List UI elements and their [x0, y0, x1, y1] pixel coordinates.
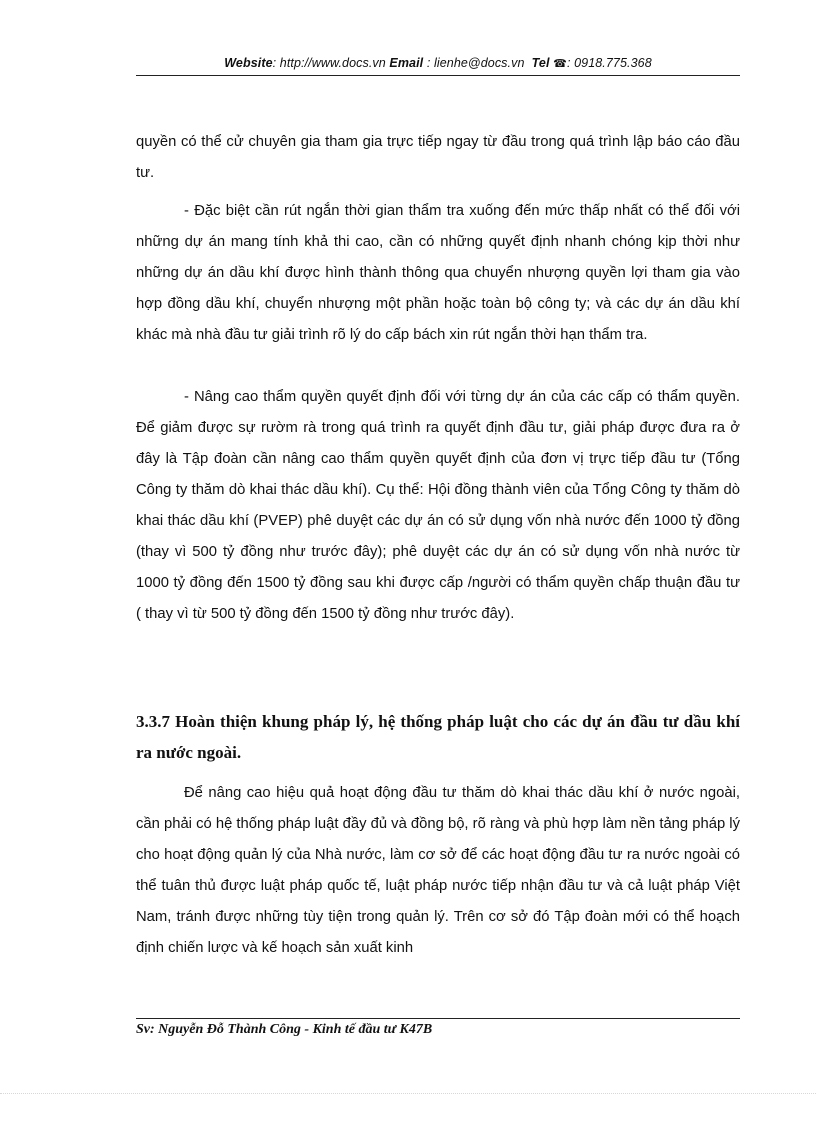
paragraph-3: - Nâng cao thẩm quyền quyết định đối với từng dự án của các cấp có thẩm quyền. Để giảm được sự rườm rà trong quá trình ra quyết định đầu tư, giải pháp được đưa ra ở đây là Tập đoàn cần nâng cao thẩm quyền quyết định của đơn vị trực tiếp đầu tư (Tổng Công ty thăm dò khai thác dầu khí). Cụ thể: Hội đồng thành viên của Tổng Công ty thăm dò khai thác dầu khí (PVEP) phê duyệt các dự án có sử dụng vốn nhà nước đến 1000 tỷ đồng (thay vì 500 tỷ đồng như trước đây); phê duyệt các dự án có sử dụng vốn nhà nước từ 1000 tỷ đồng đến 1500 tỷ đồng sau khi được cấp /người có thẩm quyền chấp thuận đầu tư ( thay vì từ 500 tỷ đồng đến 1500 tỷ đồng như trước đây).: [136, 389, 740, 622]
paragraph-block-2: [136, 196, 740, 351]
paragraph-2: - Đặc biệt cần rút ngắn thời gian thẩm tra xuống đến mức thấp nhất có thể đối với những dự án mang tính khả thi cao, cần có những quyết định nhanh chóng kịp thời như những dự án dầu khí được hình thành thông qua chuyển nhượng quyền lợi tham gia vào hợp đồng dầu khí, chuyển nhượng một phần hoặc toàn bộ công ty; và các dự án dầu khí khác mà nhà đầu tư giải trình rõ lý do cấp bách xin rút ngắn thời hạn thẩm tra.: [136, 203, 740, 343]
section-heading: 3.3.7 Hoàn thiện khung pháp lý, hệ thống pháp luật cho các dự án đầu tư dầu khí ra nước ngoài.: [136, 712, 740, 762]
header-divider: [136, 75, 740, 76]
email-value: : lienhe@docs.vn: [423, 56, 525, 70]
paragraph-1: quyền có thể cử chuyên gia tham gia trực tiếp ngay từ đầu trong quá trình lập báo cáo đầu tư.: [136, 134, 740, 181]
page-footer: Sv: Nguyễn Đỗ Thành Công - Kinh tế đầu tư K47B: [136, 1022, 433, 1037]
page-header: [136, 56, 740, 70]
paragraph-block-3: [136, 382, 740, 630]
footer-divider: [136, 1018, 740, 1019]
paragraph-block-4: [136, 778, 740, 964]
tel-value: : 0918.775.368: [566, 56, 652, 70]
paragraph-4: Để nâng cao hiệu quả hoạt động đầu tư thăm dò khai thác dầu khí ở nước ngoài, cần phải có hệ thống pháp luật đầy đủ và đồng bộ, rõ ràng và phù hợp làm nền tảng pháp lý cho hoạt động quản lý của Nhà nước, làm cơ sở để các hoạt động đầu tư ra nước ngoài có thể tuân thủ được luật pháp quốc tế, luật pháp nước tiếp nhận đầu tư và cả luật pháp Việt Nam, tránh được những tùy tiện trong quản lý. Trên cơ sở đó Tập đoàn mới có thể hoạch định chiến lược và kế hoạch sản xuất kinh: [136, 785, 740, 956]
paragraph-continuation: [136, 127, 740, 189]
website-value: : http://www.docs.vn: [272, 56, 386, 70]
page-bottom-dotted-line: [0, 1093, 816, 1094]
phone-icon: ☎: [553, 58, 567, 70]
tel-label: Tel: [531, 56, 550, 70]
website-label: Website: [224, 56, 273, 70]
email-label: Email: [389, 56, 424, 70]
